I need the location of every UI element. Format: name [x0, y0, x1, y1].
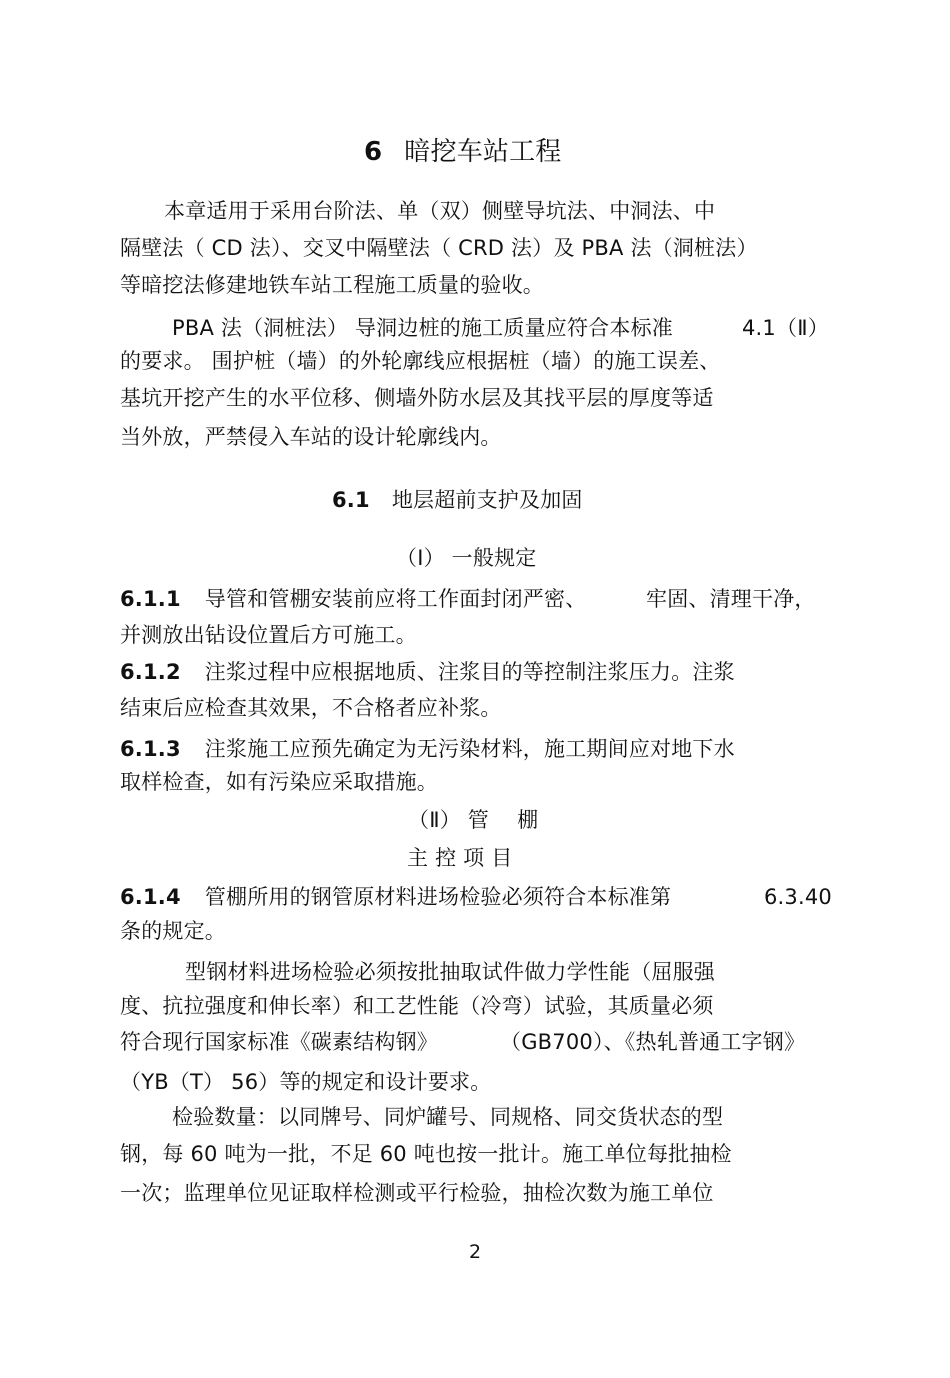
subheading-pipe-roof: （Ⅱ） 管 棚 — [408, 808, 539, 832]
steel-p-line3b: （GB700）、《热轧普通工字钢》 — [500, 1030, 806, 1054]
intro-p2-ref: 4.1（Ⅱ） — [742, 316, 829, 340]
chapter-number: 6 — [364, 137, 383, 167]
steel-p-line3: 符合现行国家标准《碳素结构钢》 — [120, 1030, 438, 1054]
clause-number: 6.1.1 — [120, 587, 181, 611]
clause-number: 6.1.2 — [120, 660, 181, 684]
steel-p-line1: 型钢材料进场检验必须按批抽取试件做力学性能（屈服强 — [185, 960, 715, 984]
clause-6-1-1-line1b: 牢固、清理干净， — [646, 587, 816, 611]
inspect-p-line2: 钢，每 60 吨为一批，不足 60 吨也按一批计。施工单位每批抽检 — [120, 1142, 732, 1166]
chapter-heading — [364, 137, 562, 167]
inspect-p-line1: 检验数量：以同牌号、同炉罐号、同规格、同交货状态的型 — [172, 1105, 724, 1129]
intro-p2-line2: 的要求。 围护桩（墙）的外轮廓线应根据桩（墙）的施工误差、 — [120, 349, 721, 373]
clause-6-1-3-line2: 取样检查，如有污染应采取措施。 — [120, 770, 438, 794]
clause-6-1-2-line1 — [120, 657, 735, 687]
clause-6-1-1-line2: 并测放出钻设位置后方可施工。 — [120, 623, 417, 647]
clause-6-1-2-line2: 结束后应检查其效果，不合格者应补浆。 — [120, 696, 502, 720]
clause-6-1-4-ref: 6.3.40 — [764, 885, 832, 909]
clause-text: 注浆过程中应根据地质、注浆目的等控制注浆压力。注浆 — [204, 660, 735, 684]
subheading-general: （Ⅰ） 一般规定 — [396, 546, 537, 570]
clause-6-1-3-line1 — [120, 734, 735, 764]
section-title: 地层超前支护及加固 — [391, 488, 583, 512]
clause-6-1-4-line1 — [120, 882, 671, 912]
inspect-p-line3: 一次；监理单位见证取样检测或平行检验，抽检次数为施工单位 — [120, 1181, 714, 1205]
steel-p-line2: 度、抗拉强度和伸长率）和工艺性能（冷弯）试验，其质量必须 — [120, 994, 714, 1018]
clause-text: 注浆施工应预先确定为无污染材料，施工期间应对地下水 — [204, 737, 735, 761]
clause-text: 导管和管棚安装前应将工作面封闭严密、 — [204, 587, 587, 611]
clause-number: 6.1.3 — [120, 737, 181, 761]
intro-p2-line4: 当外放，严禁侵入车站的设计轮廓线内。 — [120, 425, 502, 449]
clause-number: 6.1.4 — [120, 885, 181, 909]
section-number: 6.1 — [332, 488, 370, 512]
chapter-title: 暗挖车站工程 — [404, 137, 562, 167]
intro-p2-line3: 基坑开挖产生的水平位移、侧墙外防水层及其找平层的厚度等适 — [120, 386, 714, 410]
subheading-main-items: 主 控 项 目 — [407, 846, 513, 870]
intro-p1-line3: 等暗挖法修建地铁车站工程施工质量的验收。 — [120, 273, 544, 297]
page-number: 2 — [469, 1241, 482, 1263]
section-heading — [332, 485, 583, 515]
clause-6-1-1-line1 — [120, 584, 586, 614]
clause-6-1-4-line2: 条的规定。 — [120, 919, 226, 943]
clause-text: 管棚所用的钢管原材料进场检验必须符合本标准第 — [204, 885, 672, 909]
steel-p-line4: （YB（T） 56）等的规定和设计要求。 — [120, 1070, 492, 1094]
intro-p2-line1: PBA 法（洞桩法） 导洞边桩的施工质量应符合本标准 — [172, 316, 673, 340]
intro-p1-line1: 本章适用于采用台阶法、单（双）侧壁导坑法、中洞法、中 — [164, 199, 716, 223]
intro-p1-line2: 隔壁法（ CD 法）、交叉中隔壁法（ CRD 法）及 PBA 法（洞桩法） — [120, 236, 758, 260]
